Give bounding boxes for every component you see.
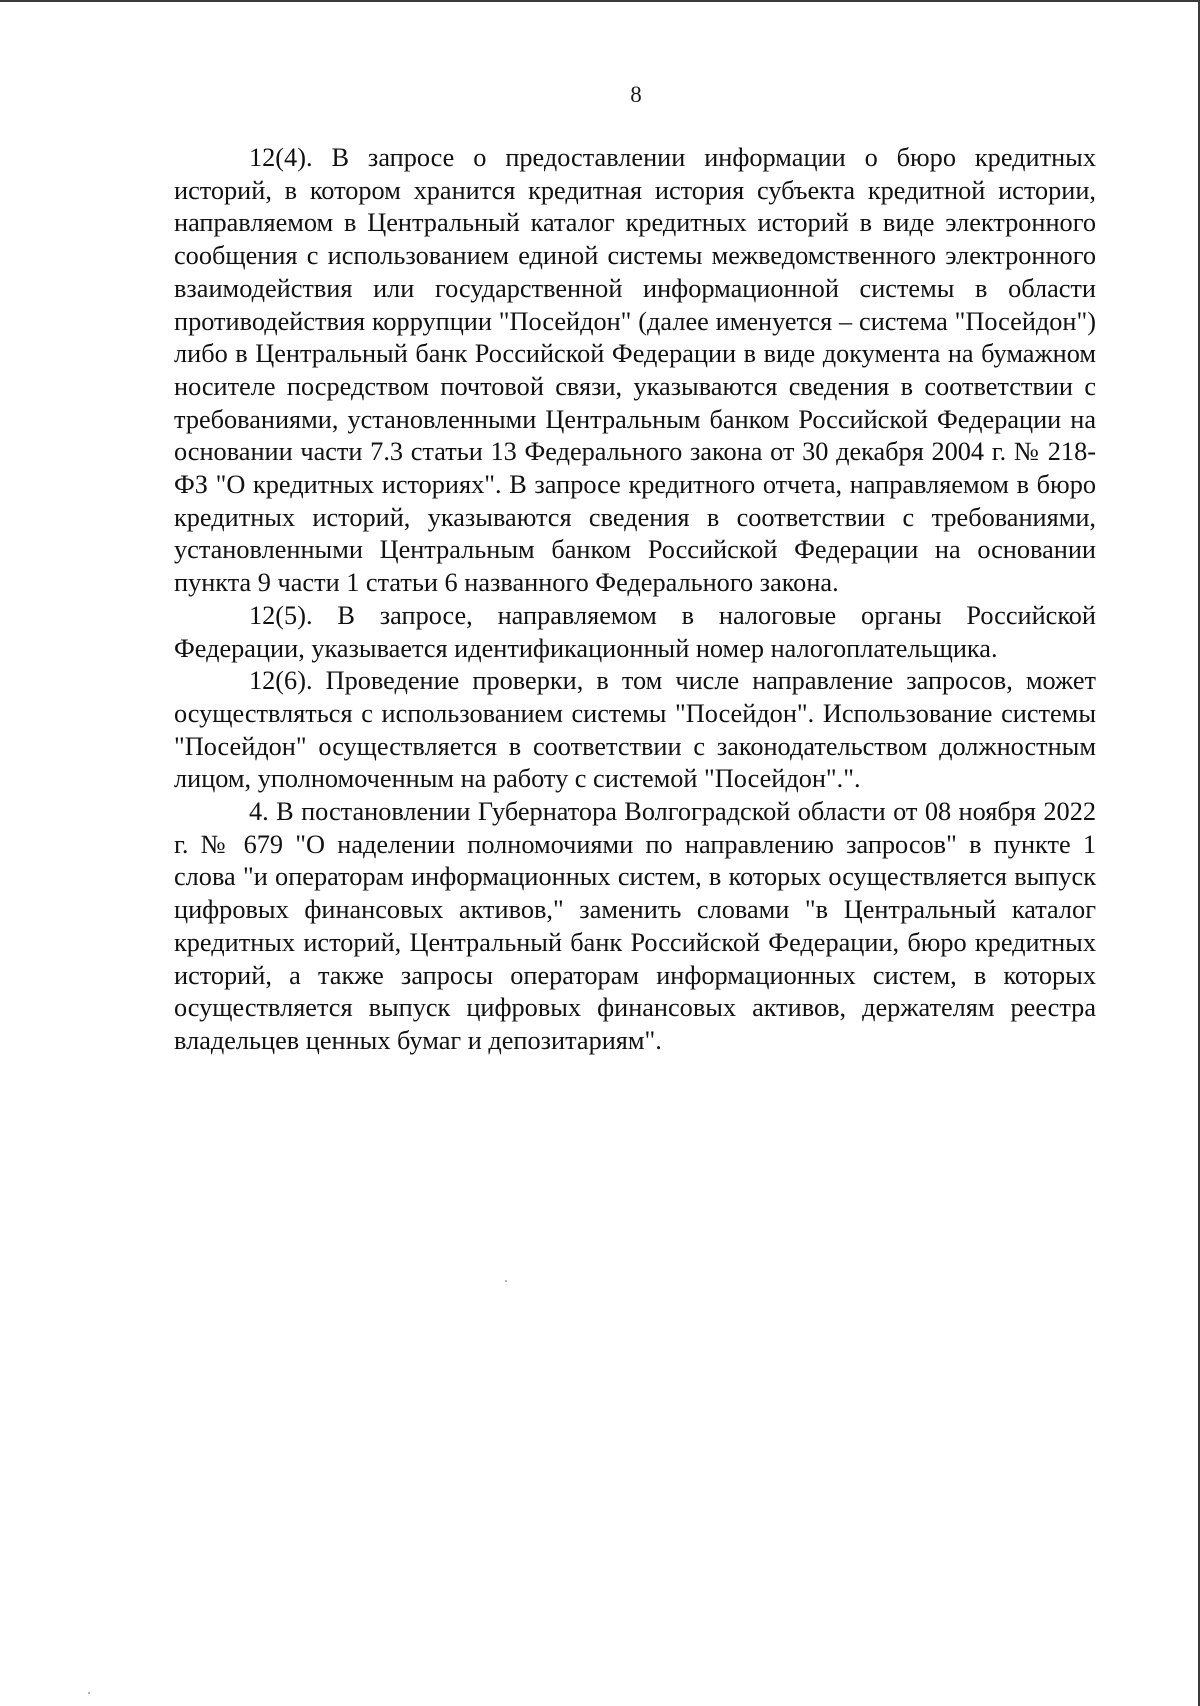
paragraph-12-5: 12(5). В запросе, направляемом в налоговые органы Российской Федерации, указывается идентификационный номер налогоплательщика.: [174, 600, 1096, 663]
paragraph-12-6: 12(6). Проведение проверки, в том числе направление запросов, может осуществляться с использованием системы "Посейдон". Использование системы "Посейдон" осуществляется в соответствии с законодательством должностным лицом, уполномоченным на работу с системой "Посейдон".".: [174, 666, 1096, 794]
document-body: [174, 142, 1096, 1058]
page-number: 8: [630, 82, 642, 107]
scan-speck: [88, 1692, 90, 1694]
scan-speck: [505, 1280, 507, 1282]
paragraph-4: 4. В постановлении Губернатора Волгоградской области от 08 ноября 2022 г. № 679 "О наделении полномочиями по направлению запросов" в пункте 1 слова "и операторам информационных систем, в которых осуществляется выпуск цифровых финансовых активов," заменить словами "в Центральный каталог кредитных историй, Центральный банк Российской Федерации, бюро кредитных историй, а также запросы операторам информационных систем, в которых осуществляется выпуск цифровых финансовых активов, держателям реестра владельцев ценных бумаг и депозитариям".: [174, 797, 1096, 1055]
paragraph-12-4: 12(4). В запросе о предоставлении информации о бюро кредитных историй, в котором хранится кредитная история субъекта кредитной истории, направляемом в Центральный каталог кредитных историй в виде электронного сообщения с использованием единой системы межведомственного электронного взаимодействия или государственной информационной системы в области противодействия коррупции "Посейдон" (далее именуется – система "Посейдон") либо в Центральный банк Российской Федерации в виде документа на бумажном носителе посредством почтовой связи, указываются сведения в соответствии с требованиями, установленными Центральным банком Российской Федерации на основании части 7.3 статьи 13 Федерального закона от 30 декабря 2004 г. № 218-ФЗ "О кредитных историях". В запросе кредитного отчета, направляемом в бюро кредитных историй, указываются сведения в соответствии с требованиями, установленными Центральным банком Российской Федерации на основании пункта 9 части 1 статьи 6 названного Федерального закона.: [174, 143, 1096, 598]
